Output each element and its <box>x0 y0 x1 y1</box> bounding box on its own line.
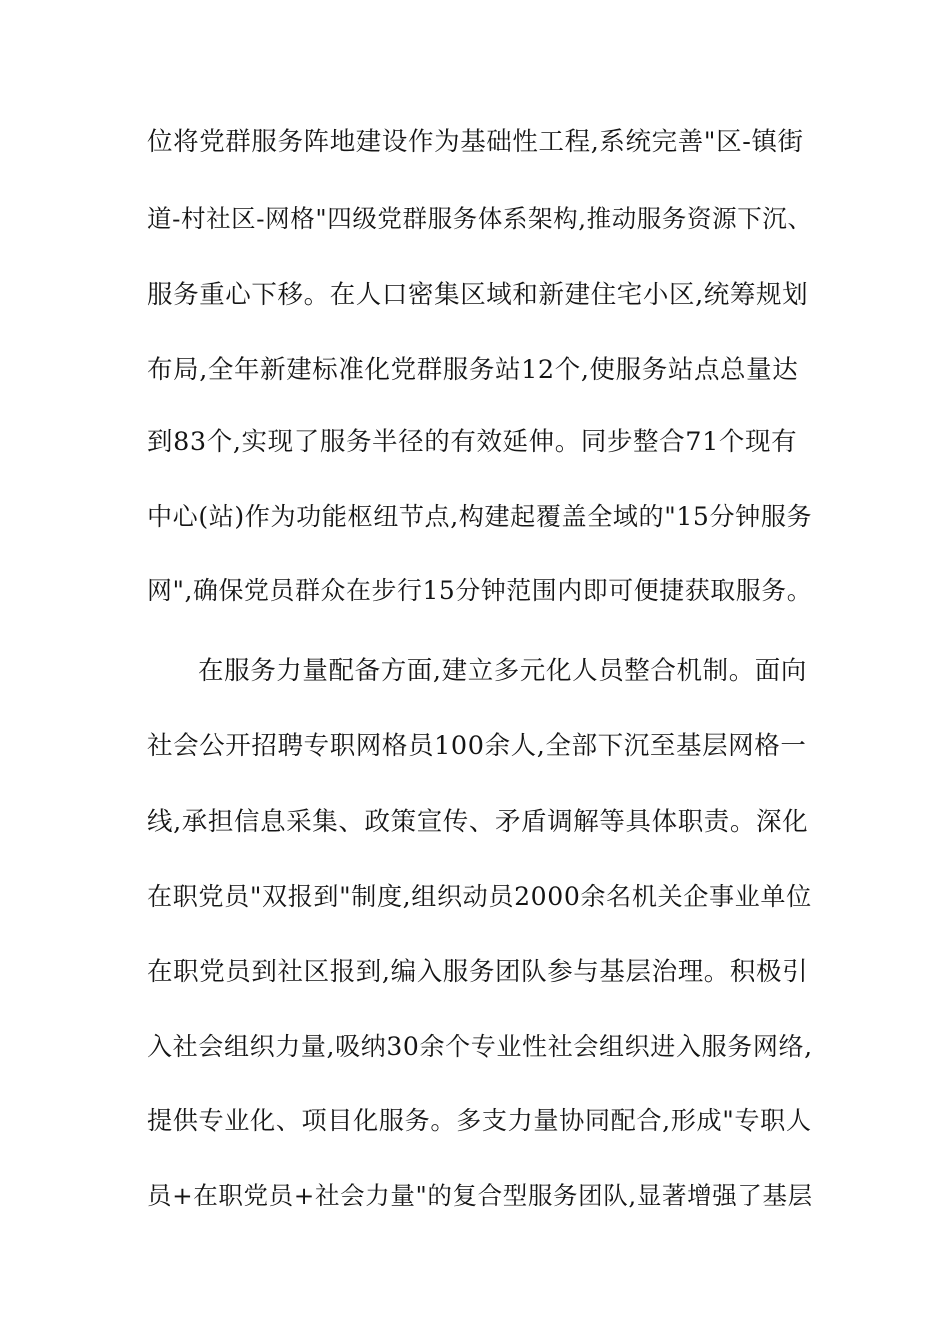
text-line: 道-村社区-网格"四级党群服务体系架构,推动服务资源下沉、 <box>147 204 813 233</box>
text-line: 布局,全年新建标准化党群服务站12个,使服务站点总量达 <box>147 355 799 385</box>
text-line: 提供专业化、项目化服务。多支力量协同配合,形成"专职人 <box>147 1106 812 1135</box>
text-line: 在职党员到社区报到,编入服务团队参与基层治理。积极引 <box>147 957 809 987</box>
text-line: 社会公开招聘专职网格员100余人,全部下沉至基层网格一 <box>147 731 807 761</box>
text-line: 员+在职党员+社会力量"的复合型服务团队,显著增强了基层 <box>147 1181 813 1210</box>
text-line: 入社会组织力量,吸纳30余个专业性社会组织进入服务网络, <box>147 1032 813 1061</box>
text-line: 网",确保党员群众在步行15分钟范围内即可便捷获取服务。 <box>147 576 813 605</box>
text-line: 线,承担信息采集、政策宣传、矛盾调解等具体职责。深化 <box>147 807 809 837</box>
text-line: 位将党群服务阵地建设作为基础性工程,系统完善"区-镇街 <box>147 127 804 157</box>
text-line: 服务重心下移。在人口密集区域和新建住宅小区,统筹规划 <box>147 280 809 310</box>
text-line: 中心(站)作为功能枢纽节点,构建起覆盖全域的"15分钟服务 <box>147 502 813 531</box>
paragraph-first-line: 在服务力量配备方面,建立多元化人员整合机制。面向 <box>198 656 808 686</box>
text-line: 在职党员"双报到"制度,组织动员2000余名机关企事业单位 <box>147 882 812 911</box>
text-line: 到83个,实现了服务半径的有效延伸。同步整合71个现有 <box>147 427 798 457</box>
